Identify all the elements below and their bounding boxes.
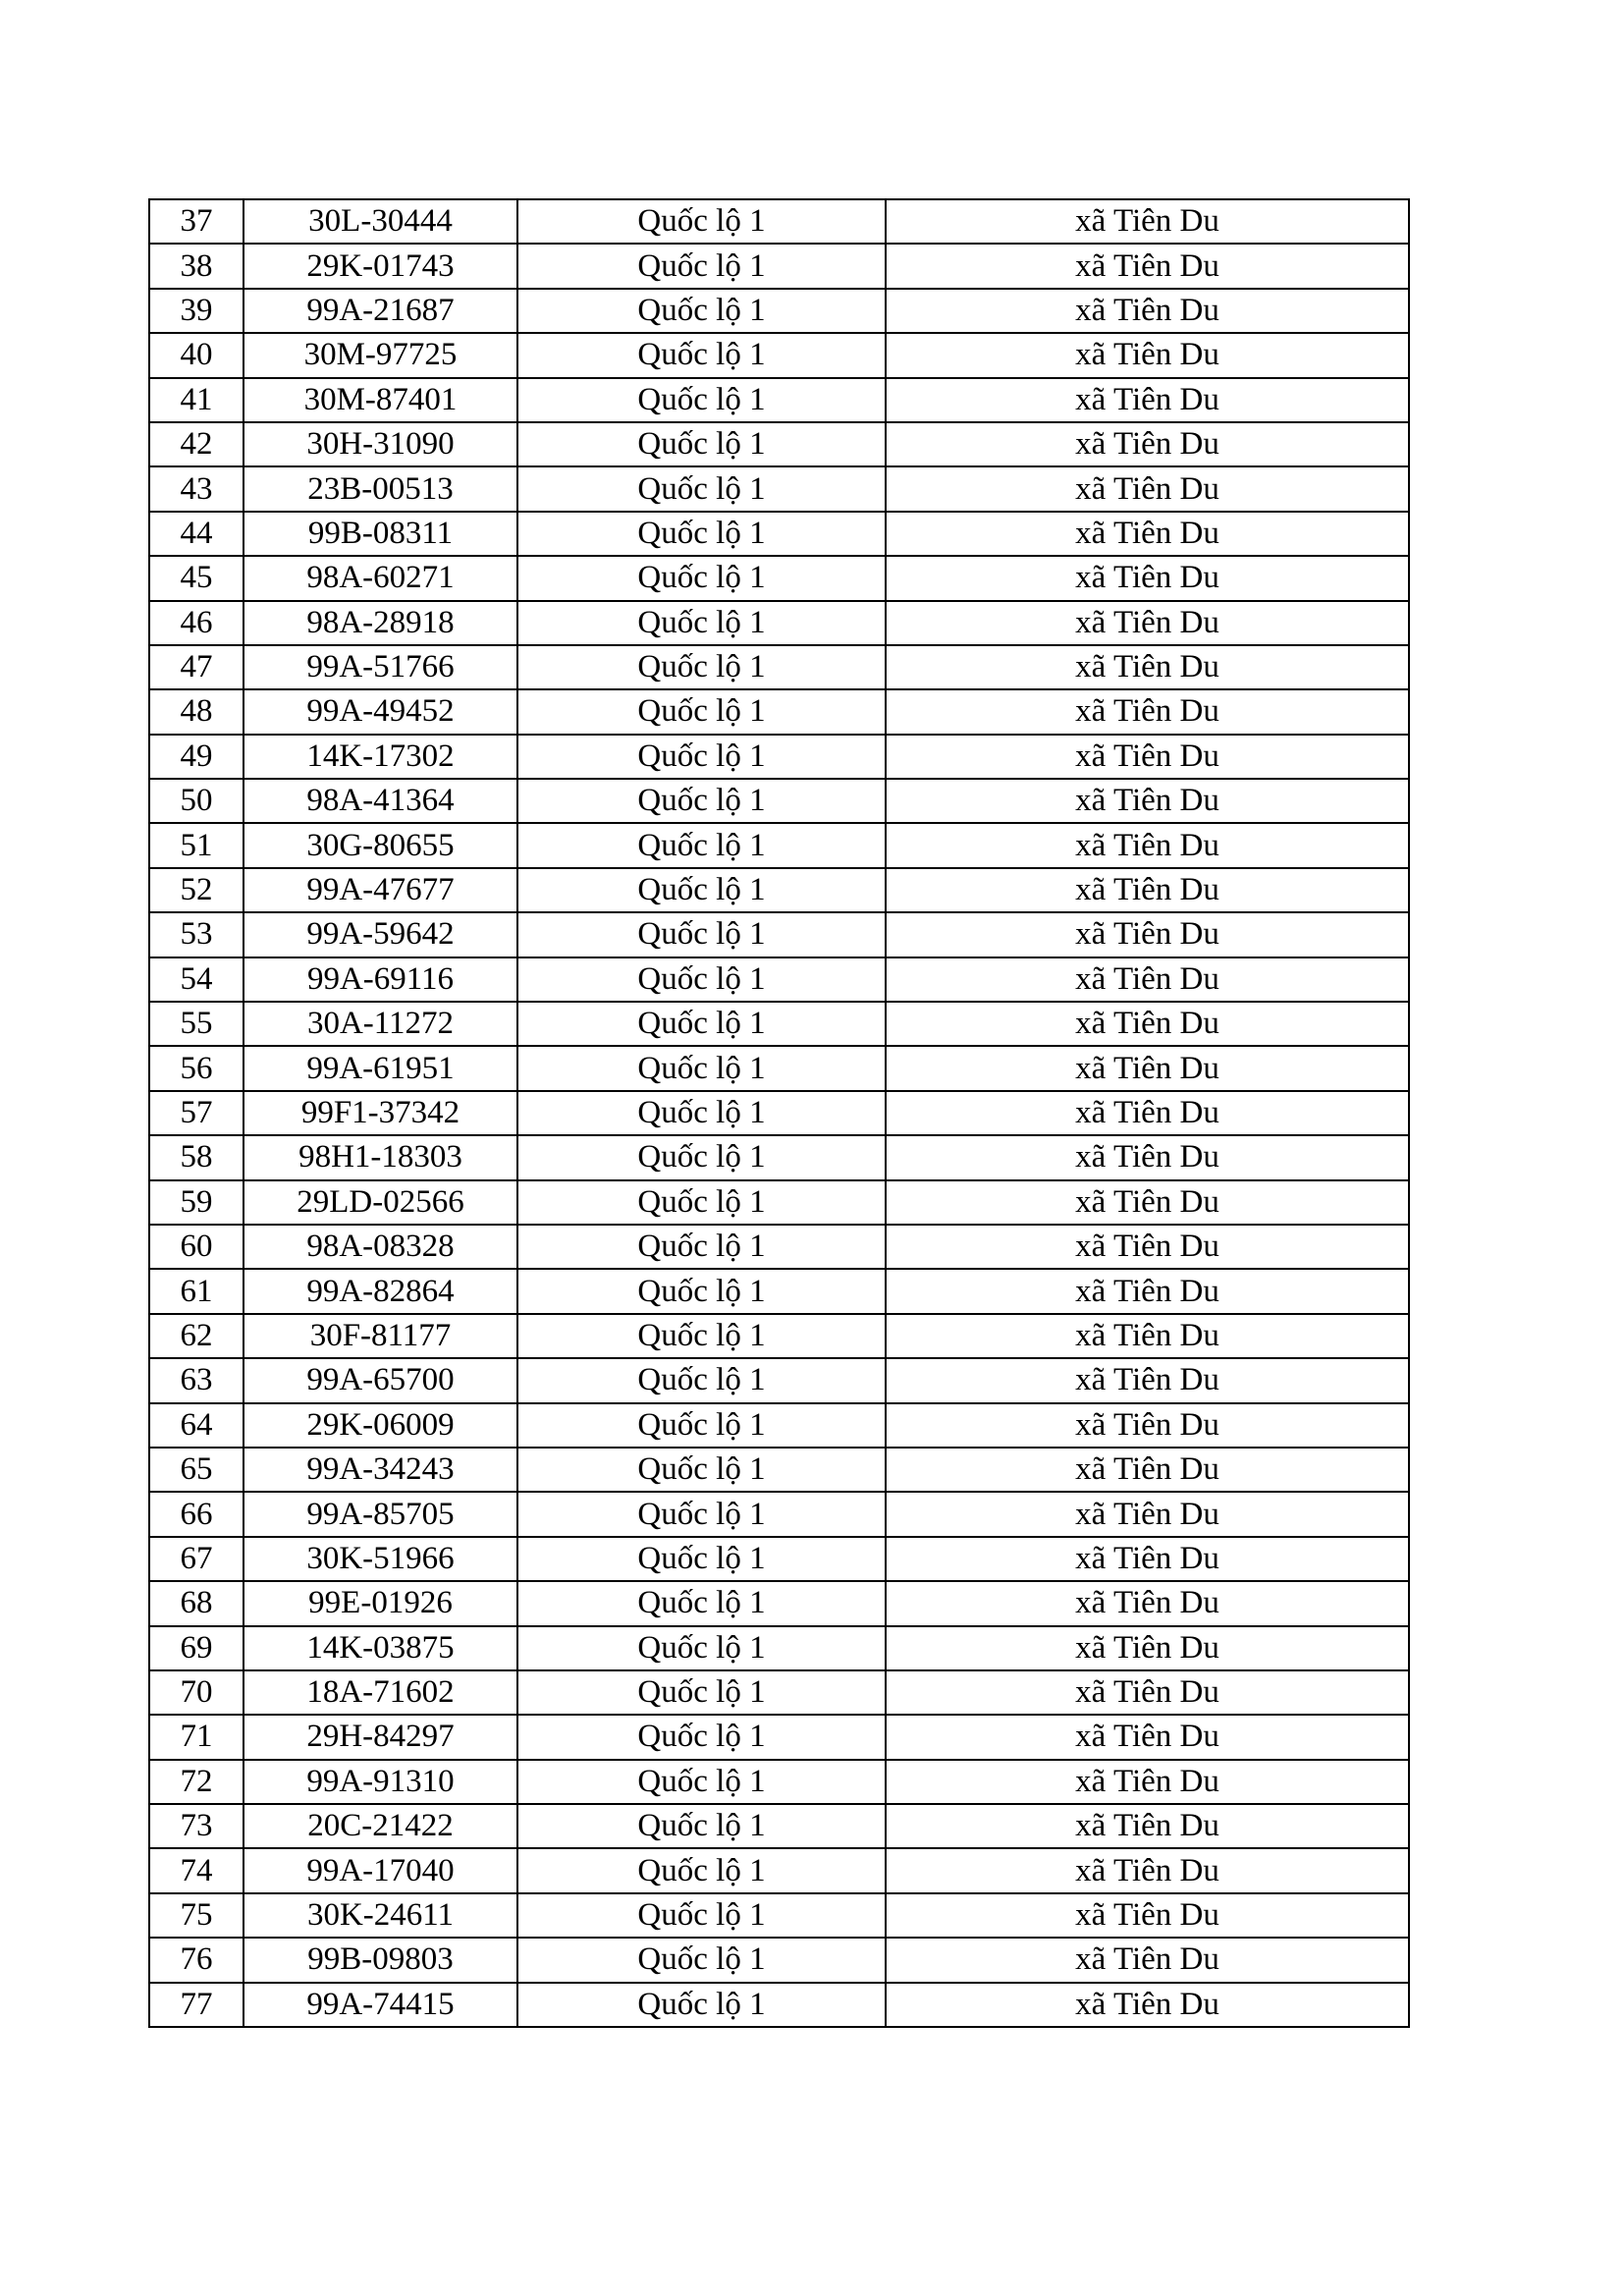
table-row <box>149 1314 1409 1358</box>
row-number-cell: 67 <box>149 1537 243 1581</box>
table-row <box>149 556 1409 600</box>
license-plate-cell: 99A-82864 <box>243 1269 517 1313</box>
location-cell: xã Tiên Du <box>886 1715 1409 1759</box>
row-number-cell: 58 <box>149 1135 243 1179</box>
row-number-cell: 51 <box>149 823 243 867</box>
road-cell: Quốc lộ 1 <box>517 1180 886 1225</box>
road-cell: Quốc lộ 1 <box>517 1670 886 1715</box>
row-number-cell: 76 <box>149 1938 243 1982</box>
license-plate-cell: 29K-06009 <box>243 1403 517 1448</box>
table-row <box>149 1448 1409 1492</box>
road-cell: Quốc lộ 1 <box>517 868 886 912</box>
location-cell: xã Tiên Du <box>886 1804 1409 1848</box>
table-row <box>149 912 1409 957</box>
location-cell: xã Tiên Du <box>886 868 1409 912</box>
row-number-cell: 72 <box>149 1760 243 1804</box>
table-row <box>149 1626 1409 1670</box>
license-plate-cell: 14K-17302 <box>243 735 517 779</box>
row-number-cell: 73 <box>149 1804 243 1848</box>
license-plate-cell: 98A-60271 <box>243 556 517 600</box>
license-plate-cell: 99A-17040 <box>243 1848 517 1892</box>
row-number-cell: 45 <box>149 556 243 600</box>
table-row <box>149 1938 1409 1982</box>
road-cell: Quốc lộ 1 <box>517 244 886 288</box>
table-row <box>149 1492 1409 1536</box>
road-cell: Quốc lộ 1 <box>517 645 886 689</box>
table-row <box>149 378 1409 422</box>
road-cell: Quốc lộ 1 <box>517 512 886 556</box>
location-cell: xã Tiên Du <box>886 689 1409 734</box>
table-row <box>149 422 1409 466</box>
row-number-cell: 48 <box>149 689 243 734</box>
row-number-cell: 62 <box>149 1314 243 1358</box>
road-cell: Quốc lộ 1 <box>517 1581 886 1625</box>
table-row <box>149 735 1409 779</box>
road-cell: Quốc lộ 1 <box>517 1492 886 1536</box>
location-cell: xã Tiên Du <box>886 556 1409 600</box>
vehicle-table <box>148 198 1410 2028</box>
road-cell: Quốc lộ 1 <box>517 1269 886 1313</box>
road-cell: Quốc lộ 1 <box>517 1448 886 1492</box>
location-cell: xã Tiên Du <box>886 512 1409 556</box>
location-cell: xã Tiên Du <box>886 1760 1409 1804</box>
location-cell: xã Tiên Du <box>886 645 1409 689</box>
license-plate-cell: 99A-74415 <box>243 1983 517 2027</box>
location-cell: xã Tiên Du <box>886 957 1409 1002</box>
road-cell: Quốc lộ 1 <box>517 422 886 466</box>
vehicle-table-body <box>149 199 1409 2027</box>
row-number-cell: 64 <box>149 1403 243 1448</box>
license-plate-cell: 30L-30444 <box>243 199 517 244</box>
table-row <box>149 512 1409 556</box>
location-cell: xã Tiên Du <box>886 735 1409 779</box>
road-cell: Quốc lộ 1 <box>517 1314 886 1358</box>
table-row <box>149 1848 1409 1892</box>
location-cell: xã Tiên Du <box>886 1626 1409 1670</box>
road-cell: Quốc lộ 1 <box>517 735 886 779</box>
road-cell: Quốc lộ 1 <box>517 1893 886 1938</box>
license-plate-cell: 99B-09803 <box>243 1938 517 1982</box>
location-cell: xã Tiên Du <box>886 1135 1409 1179</box>
location-cell: xã Tiên Du <box>886 1448 1409 1492</box>
location-cell: xã Tiên Du <box>886 1225 1409 1269</box>
license-plate-cell: 99E-01926 <box>243 1581 517 1625</box>
license-plate-cell: 99A-61951 <box>243 1046 517 1090</box>
location-cell: xã Tiên Du <box>886 1938 1409 1982</box>
license-plate-cell: 30A-11272 <box>243 1002 517 1046</box>
location-cell: xã Tiên Du <box>886 1670 1409 1715</box>
location-cell: xã Tiên Du <box>886 823 1409 867</box>
location-cell: xã Tiên Du <box>886 601 1409 645</box>
location-cell: xã Tiên Du <box>886 422 1409 466</box>
road-cell: Quốc lộ 1 <box>517 378 886 422</box>
license-plate-cell: 99A-65700 <box>243 1358 517 1402</box>
location-cell: xã Tiên Du <box>886 466 1409 511</box>
row-number-cell: 69 <box>149 1626 243 1670</box>
table-row <box>149 1670 1409 1715</box>
location-cell: xã Tiên Du <box>886 1180 1409 1225</box>
row-number-cell: 59 <box>149 1180 243 1225</box>
table-row <box>149 333 1409 377</box>
row-number-cell: 39 <box>149 289 243 333</box>
table-row <box>149 289 1409 333</box>
road-cell: Quốc lộ 1 <box>517 912 886 957</box>
license-plate-cell: 99B-08311 <box>243 512 517 556</box>
location-cell: xã Tiên Du <box>886 779 1409 823</box>
license-plate-cell: 98A-08328 <box>243 1225 517 1269</box>
license-plate-cell: 99A-51766 <box>243 645 517 689</box>
row-number-cell: 63 <box>149 1358 243 1402</box>
road-cell: Quốc lộ 1 <box>517 823 886 867</box>
location-cell: xã Tiên Du <box>886 1314 1409 1358</box>
road-cell: Quốc lộ 1 <box>517 1225 886 1269</box>
row-number-cell: 68 <box>149 1581 243 1625</box>
table-row <box>149 1046 1409 1090</box>
license-plate-cell: 99A-91310 <box>243 1760 517 1804</box>
road-cell: Quốc lộ 1 <box>517 1760 886 1804</box>
row-number-cell: 61 <box>149 1269 243 1313</box>
license-plate-cell: 99A-59642 <box>243 912 517 957</box>
table-row <box>149 1804 1409 1848</box>
row-number-cell: 46 <box>149 601 243 645</box>
row-number-cell: 40 <box>149 333 243 377</box>
row-number-cell: 74 <box>149 1848 243 1892</box>
license-plate-cell: 20C-21422 <box>243 1804 517 1848</box>
location-cell: xã Tiên Du <box>886 1358 1409 1402</box>
road-cell: Quốc lộ 1 <box>517 466 886 511</box>
row-number-cell: 42 <box>149 422 243 466</box>
road-cell: Quốc lộ 1 <box>517 1046 886 1090</box>
road-cell: Quốc lộ 1 <box>517 601 886 645</box>
license-plate-cell: 99F1-37342 <box>243 1091 517 1135</box>
table-row <box>149 779 1409 823</box>
location-cell: xã Tiên Du <box>886 1893 1409 1938</box>
row-number-cell: 53 <box>149 912 243 957</box>
table-row <box>149 1715 1409 1759</box>
road-cell: Quốc lộ 1 <box>517 779 886 823</box>
road-cell: Quốc lộ 1 <box>517 1358 886 1402</box>
row-number-cell: 57 <box>149 1091 243 1135</box>
row-number-cell: 50 <box>149 779 243 823</box>
table-row <box>149 868 1409 912</box>
location-cell: xã Tiên Du <box>886 378 1409 422</box>
license-plate-cell: 29LD-02566 <box>243 1180 517 1225</box>
location-cell: xã Tiên Du <box>886 912 1409 957</box>
table-row <box>149 1135 1409 1179</box>
location-cell: xã Tiên Du <box>886 1492 1409 1536</box>
row-number-cell: 38 <box>149 244 243 288</box>
location-cell: xã Tiên Du <box>886 289 1409 333</box>
location-cell: xã Tiên Du <box>886 1046 1409 1090</box>
row-number-cell: 55 <box>149 1002 243 1046</box>
location-cell: xã Tiên Du <box>886 1983 1409 2027</box>
table-row <box>149 1091 1409 1135</box>
row-number-cell: 56 <box>149 1046 243 1090</box>
road-cell: Quốc lộ 1 <box>517 1091 886 1135</box>
location-cell: xã Tiên Du <box>886 1091 1409 1135</box>
table-row <box>149 689 1409 734</box>
road-cell: Quốc lộ 1 <box>517 957 886 1002</box>
license-plate-cell: 98A-41364 <box>243 779 517 823</box>
row-number-cell: 43 <box>149 466 243 511</box>
row-number-cell: 44 <box>149 512 243 556</box>
location-cell: xã Tiên Du <box>886 1537 1409 1581</box>
license-plate-cell: 30M-97725 <box>243 333 517 377</box>
table-row <box>149 1358 1409 1402</box>
license-plate-cell: 99A-34243 <box>243 1448 517 1492</box>
road-cell: Quốc lộ 1 <box>517 333 886 377</box>
license-plate-cell: 98A-28918 <box>243 601 517 645</box>
road-cell: Quốc lộ 1 <box>517 1537 886 1581</box>
license-plate-cell: 98H1-18303 <box>243 1135 517 1179</box>
table-row <box>149 1581 1409 1625</box>
row-number-cell: 54 <box>149 957 243 1002</box>
table-row <box>149 1225 1409 1269</box>
road-cell: Quốc lộ 1 <box>517 1135 886 1179</box>
license-plate-cell: 29K-01743 <box>243 244 517 288</box>
row-number-cell: 37 <box>149 199 243 244</box>
license-plate-cell: 23B-00513 <box>243 466 517 511</box>
table-row <box>149 1269 1409 1313</box>
table-row <box>149 1537 1409 1581</box>
location-cell: xã Tiên Du <box>886 333 1409 377</box>
license-plate-cell: 30H-31090 <box>243 422 517 466</box>
road-cell: Quốc lộ 1 <box>517 1403 886 1448</box>
license-plate-cell: 99A-85705 <box>243 1492 517 1536</box>
row-number-cell: 52 <box>149 868 243 912</box>
location-cell: xã Tiên Du <box>886 1269 1409 1313</box>
license-plate-cell: 99A-49452 <box>243 689 517 734</box>
location-cell: xã Tiên Du <box>886 1403 1409 1448</box>
license-plate-cell: 99A-21687 <box>243 289 517 333</box>
license-plate-cell: 18A-71602 <box>243 1670 517 1715</box>
table-row <box>149 601 1409 645</box>
license-plate-cell: 99A-69116 <box>243 957 517 1002</box>
table-row <box>149 1893 1409 1938</box>
road-cell: Quốc lộ 1 <box>517 1626 886 1670</box>
license-plate-cell: 30G-80655 <box>243 823 517 867</box>
row-number-cell: 49 <box>149 735 243 779</box>
table-row <box>149 1403 1409 1448</box>
row-number-cell: 75 <box>149 1893 243 1938</box>
road-cell: Quốc lộ 1 <box>517 689 886 734</box>
table-row <box>149 957 1409 1002</box>
license-plate-cell: 30K-51966 <box>243 1537 517 1581</box>
road-cell: Quốc lộ 1 <box>517 1983 886 2027</box>
license-plate-cell: 99A-47677 <box>243 868 517 912</box>
location-cell: xã Tiên Du <box>886 1002 1409 1046</box>
row-number-cell: 41 <box>149 378 243 422</box>
table-row <box>149 823 1409 867</box>
table-row <box>149 244 1409 288</box>
row-number-cell: 65 <box>149 1448 243 1492</box>
table-row <box>149 466 1409 511</box>
location-cell: xã Tiên Du <box>886 1848 1409 1892</box>
road-cell: Quốc lộ 1 <box>517 556 886 600</box>
table-row <box>149 1002 1409 1046</box>
road-cell: Quốc lộ 1 <box>517 1715 886 1759</box>
license-plate-cell: 30K-24611 <box>243 1893 517 1938</box>
table-row <box>149 1180 1409 1225</box>
location-cell: xã Tiên Du <box>886 1581 1409 1625</box>
license-plate-cell: 30M-87401 <box>243 378 517 422</box>
location-cell: xã Tiên Du <box>886 244 1409 288</box>
row-number-cell: 77 <box>149 1983 243 2027</box>
row-number-cell: 66 <box>149 1492 243 1536</box>
table-row <box>149 1760 1409 1804</box>
road-cell: Quốc lộ 1 <box>517 289 886 333</box>
table-row <box>149 199 1409 244</box>
row-number-cell: 60 <box>149 1225 243 1269</box>
road-cell: Quốc lộ 1 <box>517 1804 886 1848</box>
table-row <box>149 645 1409 689</box>
license-plate-cell: 30F-81177 <box>243 1314 517 1358</box>
road-cell: Quốc lộ 1 <box>517 1938 886 1982</box>
license-plate-cell: 29H-84297 <box>243 1715 517 1759</box>
road-cell: Quốc lộ 1 <box>517 199 886 244</box>
row-number-cell: 70 <box>149 1670 243 1715</box>
table-row <box>149 1983 1409 2027</box>
license-plate-cell: 14K-03875 <box>243 1626 517 1670</box>
row-number-cell: 71 <box>149 1715 243 1759</box>
road-cell: Quốc lộ 1 <box>517 1002 886 1046</box>
row-number-cell: 47 <box>149 645 243 689</box>
location-cell: xã Tiên Du <box>886 199 1409 244</box>
road-cell: Quốc lộ 1 <box>517 1848 886 1892</box>
